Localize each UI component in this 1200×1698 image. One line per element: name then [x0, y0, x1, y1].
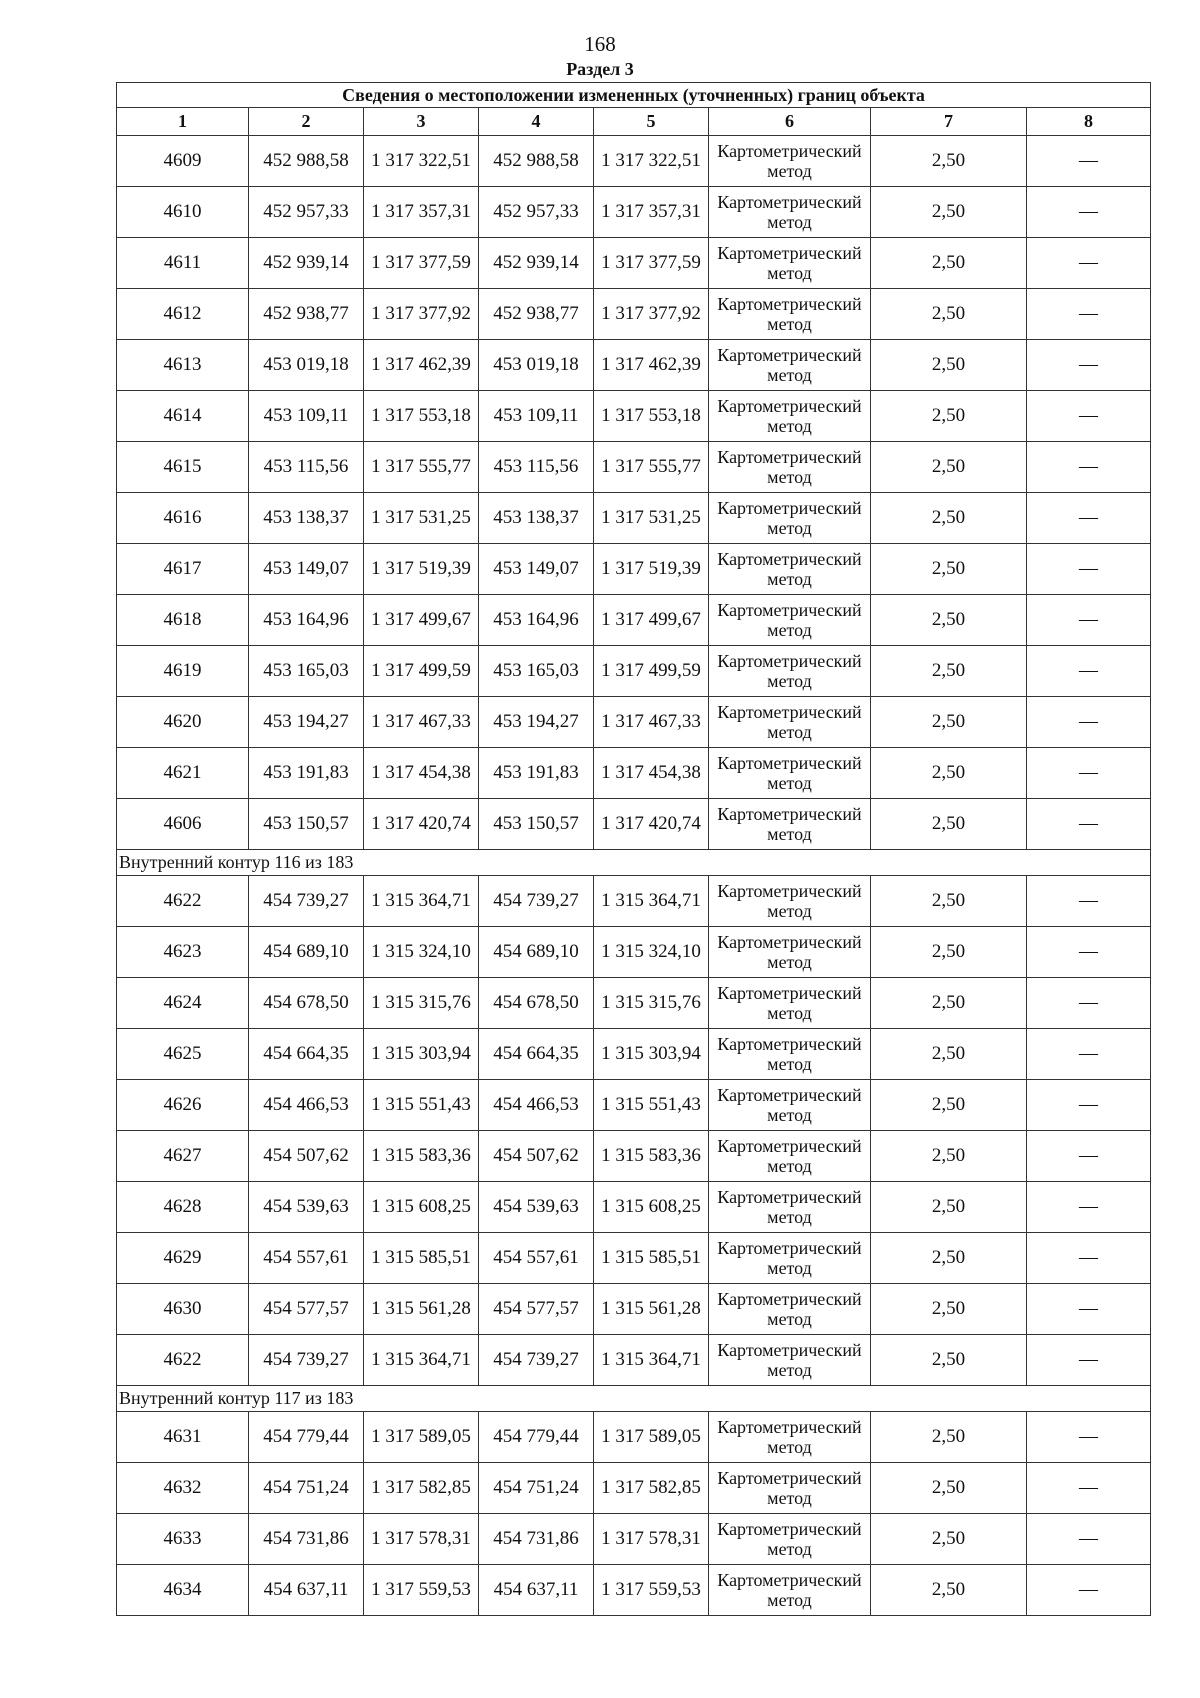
- point-number-cell: 4625: [117, 1029, 249, 1080]
- coord-y-new-cell: 1 317 553,18: [594, 391, 709, 442]
- coord-x-new-cell: 453 150,57: [479, 799, 594, 850]
- coord-y-old-cell: 1 315 608,25: [364, 1182, 479, 1233]
- table-row: [117, 1080, 1151, 1131]
- coord-y-new-cell: 1 317 357,31: [594, 187, 709, 238]
- table-row: [117, 978, 1151, 1029]
- coord-y-old-cell: 1 315 364,71: [364, 1335, 479, 1386]
- accuracy-cell: 2,50: [871, 391, 1027, 442]
- accuracy-cell: 2,50: [871, 748, 1027, 799]
- coord-y-new-cell: 1 315 364,71: [594, 876, 709, 927]
- coord-y-old-cell: 1 317 559,53: [364, 1565, 479, 1616]
- coord-y-old-cell: 1 315 315,76: [364, 978, 479, 1029]
- description-cell: —: [1027, 1080, 1151, 1131]
- method-cell: Картометрический метод: [709, 391, 871, 442]
- method-cell: Картометрический метод: [709, 1182, 871, 1233]
- method-cell: Картометрический метод: [709, 187, 871, 238]
- point-number-cell: 4620: [117, 697, 249, 748]
- boundary-coordinates-table: [116, 82, 1151, 1616]
- coord-y-new-cell: 1 317 578,31: [594, 1514, 709, 1565]
- coord-x-new-cell: 454 466,53: [479, 1080, 594, 1131]
- point-number-cell: 4617: [117, 544, 249, 595]
- description-cell: —: [1027, 136, 1151, 187]
- coord-x-old-cell: 454 751,24: [249, 1463, 364, 1514]
- table-row: [117, 442, 1151, 493]
- table-row: [117, 1335, 1151, 1386]
- contour-label: Внутренний контур 117 из 183: [117, 1386, 1151, 1412]
- coord-x-old-cell: 453 115,56: [249, 442, 364, 493]
- table-row: [117, 1284, 1151, 1335]
- description-cell: —: [1027, 748, 1151, 799]
- accuracy-cell: 2,50: [871, 136, 1027, 187]
- table-row: [117, 748, 1151, 799]
- coord-x-new-cell: 452 988,58: [479, 136, 594, 187]
- table-row: [117, 927, 1151, 978]
- coord-x-new-cell: 454 689,10: [479, 927, 594, 978]
- method-cell: Картометрический метод: [709, 136, 871, 187]
- method-cell: Картометрический метод: [709, 927, 871, 978]
- coord-x-old-cell: 454 731,86: [249, 1514, 364, 1565]
- coord-y-new-cell: 1 317 499,59: [594, 646, 709, 697]
- coord-y-old-cell: 1 317 467,33: [364, 697, 479, 748]
- coord-y-new-cell: 1 315 364,71: [594, 1335, 709, 1386]
- coord-y-new-cell: 1 317 531,25: [594, 493, 709, 544]
- point-number-cell: 4626: [117, 1080, 249, 1131]
- coord-x-new-cell: 454 739,27: [479, 876, 594, 927]
- coord-x-old-cell: 452 938,77: [249, 289, 364, 340]
- coord-x-new-cell: 453 138,37: [479, 493, 594, 544]
- table-row: [117, 646, 1151, 697]
- method-cell: Картометрический метод: [709, 1029, 871, 1080]
- coord-y-old-cell: 1 315 585,51: [364, 1233, 479, 1284]
- coord-x-old-cell: 454 664,35: [249, 1029, 364, 1080]
- coord-y-old-cell: 1 317 420,74: [364, 799, 479, 850]
- description-cell: —: [1027, 544, 1151, 595]
- description-cell: —: [1027, 927, 1151, 978]
- coord-x-old-cell: 452 988,58: [249, 136, 364, 187]
- coord-x-old-cell: 453 164,96: [249, 595, 364, 646]
- point-number-cell: 4631: [117, 1412, 249, 1463]
- coord-x-new-cell: 454 751,24: [479, 1463, 594, 1514]
- table-row: [117, 697, 1151, 748]
- point-number-cell: 4633: [117, 1514, 249, 1565]
- point-number-cell: 4622: [117, 1335, 249, 1386]
- description-cell: —: [1027, 595, 1151, 646]
- coord-y-old-cell: 1 317 499,59: [364, 646, 479, 697]
- column-header: 2: [249, 108, 364, 136]
- method-cell: Картометрический метод: [709, 289, 871, 340]
- description-cell: —: [1027, 799, 1151, 850]
- coord-x-new-cell: 453 164,96: [479, 595, 594, 646]
- table-row: [117, 238, 1151, 289]
- description-cell: —: [1027, 238, 1151, 289]
- coord-y-new-cell: 1 317 582,85: [594, 1463, 709, 1514]
- point-number-cell: 4627: [117, 1131, 249, 1182]
- coord-y-new-cell: 1 315 551,43: [594, 1080, 709, 1131]
- point-number-cell: 4632: [117, 1463, 249, 1514]
- coord-x-new-cell: 454 664,35: [479, 1029, 594, 1080]
- column-header: 7: [871, 108, 1027, 136]
- point-number-cell: 4615: [117, 442, 249, 493]
- table-row: [117, 876, 1151, 927]
- description-cell: —: [1027, 1463, 1151, 1514]
- coord-y-new-cell: 1 317 555,77: [594, 442, 709, 493]
- accuracy-cell: 2,50: [871, 1233, 1027, 1284]
- table-row: [117, 1131, 1151, 1182]
- coord-x-new-cell: 452 957,33: [479, 187, 594, 238]
- coord-y-new-cell: 1 317 420,74: [594, 799, 709, 850]
- accuracy-cell: 2,50: [871, 1463, 1027, 1514]
- method-cell: Картометрический метод: [709, 876, 871, 927]
- accuracy-cell: 2,50: [871, 646, 1027, 697]
- coord-y-old-cell: 1 317 357,31: [364, 187, 479, 238]
- coord-x-old-cell: 454 466,53: [249, 1080, 364, 1131]
- coord-x-new-cell: 453 149,07: [479, 544, 594, 595]
- coord-y-new-cell: 1 317 559,53: [594, 1565, 709, 1616]
- accuracy-cell: 2,50: [871, 289, 1027, 340]
- coord-x-old-cell: 454 557,61: [249, 1233, 364, 1284]
- column-header: 5: [594, 108, 709, 136]
- coord-x-old-cell: 453 194,27: [249, 697, 364, 748]
- point-number-cell: 4610: [117, 187, 249, 238]
- method-cell: Картометрический метод: [709, 799, 871, 850]
- coord-x-old-cell: 454 507,62: [249, 1131, 364, 1182]
- table-row: [117, 187, 1151, 238]
- coord-x-new-cell: 454 739,27: [479, 1335, 594, 1386]
- coord-x-new-cell: 453 191,83: [479, 748, 594, 799]
- point-number-cell: 4629: [117, 1233, 249, 1284]
- coord-y-old-cell: 1 315 364,71: [364, 876, 479, 927]
- coord-x-old-cell: 453 150,57: [249, 799, 364, 850]
- coord-x-new-cell: 454 577,57: [479, 1284, 594, 1335]
- method-cell: Картометрический метод: [709, 544, 871, 595]
- coord-y-new-cell: 1 317 322,51: [594, 136, 709, 187]
- accuracy-cell: 2,50: [871, 595, 1027, 646]
- coord-x-new-cell: 454 539,63: [479, 1182, 594, 1233]
- point-number-cell: 4606: [117, 799, 249, 850]
- coord-x-new-cell: 454 731,86: [479, 1514, 594, 1565]
- coord-y-new-cell: 1 317 377,92: [594, 289, 709, 340]
- coord-x-new-cell: 453 165,03: [479, 646, 594, 697]
- accuracy-cell: 2,50: [871, 442, 1027, 493]
- description-cell: —: [1027, 697, 1151, 748]
- coord-y-old-cell: 1 317 531,25: [364, 493, 479, 544]
- coord-y-new-cell: 1 317 519,39: [594, 544, 709, 595]
- method-cell: Картометрический метод: [709, 340, 871, 391]
- coord-y-new-cell: 1 317 377,59: [594, 238, 709, 289]
- point-number-cell: 4616: [117, 493, 249, 544]
- method-cell: Картометрический метод: [709, 1335, 871, 1386]
- method-cell: Картометрический метод: [709, 646, 871, 697]
- point-number-cell: 4623: [117, 927, 249, 978]
- accuracy-cell: 2,50: [871, 799, 1027, 850]
- coord-x-old-cell: 454 637,11: [249, 1565, 364, 1616]
- accuracy-cell: 2,50: [871, 1565, 1027, 1616]
- column-header: 8: [1027, 108, 1151, 136]
- method-cell: Картометрический метод: [709, 1131, 871, 1182]
- coord-x-old-cell: 453 165,03: [249, 646, 364, 697]
- description-cell: —: [1027, 187, 1151, 238]
- coord-x-new-cell: 453 194,27: [479, 697, 594, 748]
- description-cell: —: [1027, 1565, 1151, 1616]
- table-row: [117, 799, 1151, 850]
- point-number-cell: 4613: [117, 340, 249, 391]
- table-caption: Сведения о местоположении измененных (уточненных) границ объекта: [117, 83, 1151, 108]
- method-cell: Картометрический метод: [709, 1463, 871, 1514]
- point-number-cell: 4612: [117, 289, 249, 340]
- point-number-cell: 4611: [117, 238, 249, 289]
- coord-x-old-cell: 454 577,57: [249, 1284, 364, 1335]
- table-row: [117, 595, 1151, 646]
- coord-y-old-cell: 1 315 324,10: [364, 927, 479, 978]
- coord-x-old-cell: 452 939,14: [249, 238, 364, 289]
- coord-x-old-cell: 454 779,44: [249, 1412, 364, 1463]
- accuracy-cell: 2,50: [871, 1029, 1027, 1080]
- coord-x-new-cell: 453 115,56: [479, 442, 594, 493]
- column-header: 6: [709, 108, 871, 136]
- coord-x-new-cell: 452 938,77: [479, 289, 594, 340]
- description-cell: —: [1027, 340, 1151, 391]
- accuracy-cell: 2,50: [871, 876, 1027, 927]
- point-number-cell: 4614: [117, 391, 249, 442]
- method-cell: Картометрический метод: [709, 748, 871, 799]
- accuracy-cell: 2,50: [871, 697, 1027, 748]
- description-cell: —: [1027, 1514, 1151, 1565]
- table-row: [117, 493, 1151, 544]
- accuracy-cell: 2,50: [871, 978, 1027, 1029]
- method-cell: Картометрический метод: [709, 442, 871, 493]
- coord-x-old-cell: 454 689,10: [249, 927, 364, 978]
- description-cell: —: [1027, 289, 1151, 340]
- description-cell: —: [1027, 391, 1151, 442]
- description-cell: —: [1027, 1284, 1151, 1335]
- point-number-cell: 4618: [117, 595, 249, 646]
- coord-y-old-cell: 1 315 551,43: [364, 1080, 479, 1131]
- coord-y-old-cell: 1 315 561,28: [364, 1284, 479, 1335]
- method-cell: Картометрический метод: [709, 1080, 871, 1131]
- method-cell: Картометрический метод: [709, 978, 871, 1029]
- page-number: 168: [584, 32, 616, 56]
- description-cell: —: [1027, 1412, 1151, 1463]
- table-row: [117, 391, 1151, 442]
- accuracy-cell: 2,50: [871, 1182, 1027, 1233]
- coord-y-new-cell: 1 315 561,28: [594, 1284, 709, 1335]
- coord-x-new-cell: 454 678,50: [479, 978, 594, 1029]
- coord-x-old-cell: 454 678,50: [249, 978, 364, 1029]
- accuracy-cell: 2,50: [871, 1080, 1027, 1131]
- method-cell: Картометрический метод: [709, 595, 871, 646]
- accuracy-cell: 2,50: [871, 544, 1027, 595]
- column-header: 1: [117, 108, 249, 136]
- coord-x-new-cell: 454 507,62: [479, 1131, 594, 1182]
- coord-y-old-cell: 1 317 582,85: [364, 1463, 479, 1514]
- point-number-cell: 4628: [117, 1182, 249, 1233]
- coord-y-new-cell: 1 315 608,25: [594, 1182, 709, 1233]
- table-row: [117, 1029, 1151, 1080]
- coord-y-new-cell: 1 315 583,36: [594, 1131, 709, 1182]
- table-row: [117, 289, 1151, 340]
- description-cell: —: [1027, 978, 1151, 1029]
- method-cell: Картометрический метод: [709, 1412, 871, 1463]
- accuracy-cell: 2,50: [871, 493, 1027, 544]
- point-number-cell: 4622: [117, 876, 249, 927]
- column-header: 3: [364, 108, 479, 136]
- point-number-cell: 4630: [117, 1284, 249, 1335]
- point-number-cell: 4619: [117, 646, 249, 697]
- method-cell: Картометрический метод: [709, 238, 871, 289]
- accuracy-cell: 2,50: [871, 1131, 1027, 1182]
- coord-x-old-cell: 452 957,33: [249, 187, 364, 238]
- coord-y-old-cell: 1 315 583,36: [364, 1131, 479, 1182]
- coord-x-new-cell: 454 779,44: [479, 1412, 594, 1463]
- table-body: [117, 136, 1151, 1616]
- coord-x-old-cell: 453 191,83: [249, 748, 364, 799]
- description-cell: —: [1027, 1182, 1151, 1233]
- coord-y-new-cell: 1 317 467,33: [594, 697, 709, 748]
- coord-x-new-cell: 452 939,14: [479, 238, 594, 289]
- coord-y-old-cell: 1 317 322,51: [364, 136, 479, 187]
- method-cell: Картометрический метод: [709, 1284, 871, 1335]
- point-number-cell: 4624: [117, 978, 249, 1029]
- coord-y-new-cell: 1 315 324,10: [594, 927, 709, 978]
- description-cell: —: [1027, 876, 1151, 927]
- coord-x-old-cell: 453 019,18: [249, 340, 364, 391]
- column-header-row: [117, 108, 1151, 136]
- coord-x-new-cell: 453 109,11: [479, 391, 594, 442]
- accuracy-cell: 2,50: [871, 340, 1027, 391]
- method-cell: Картометрический метод: [709, 1565, 871, 1616]
- description-cell: —: [1027, 1335, 1151, 1386]
- description-cell: —: [1027, 442, 1151, 493]
- contour-label: Внутренний контур 116 из 183: [117, 850, 1151, 876]
- point-number-cell: 4609: [117, 136, 249, 187]
- coord-x-new-cell: 454 637,11: [479, 1565, 594, 1616]
- accuracy-cell: 2,50: [871, 1514, 1027, 1565]
- method-cell: Картометрический метод: [709, 1514, 871, 1565]
- table-row: [117, 544, 1151, 595]
- table-row: [117, 1565, 1151, 1616]
- accuracy-cell: 2,50: [871, 187, 1027, 238]
- description-cell: —: [1027, 493, 1151, 544]
- coord-y-old-cell: 1 317 578,31: [364, 1514, 479, 1565]
- coord-y-old-cell: 1 317 553,18: [364, 391, 479, 442]
- coord-y-old-cell: 1 317 377,59: [364, 238, 479, 289]
- coord-y-new-cell: 1 317 454,38: [594, 748, 709, 799]
- table-row: [117, 1233, 1151, 1284]
- table-row: [117, 136, 1151, 187]
- table-row: [117, 1412, 1151, 1463]
- coord-y-old-cell: 1 317 454,38: [364, 748, 479, 799]
- contour-group-row: [117, 1386, 1151, 1412]
- method-cell: Картометрический метод: [709, 1233, 871, 1284]
- coord-y-old-cell: 1 317 519,39: [364, 544, 479, 595]
- coord-y-new-cell: 1 317 589,05: [594, 1412, 709, 1463]
- coord-y-old-cell: 1 315 303,94: [364, 1029, 479, 1080]
- point-number-cell: 4634: [117, 1565, 249, 1616]
- point-number-cell: 4621: [117, 748, 249, 799]
- contour-group-row: [117, 850, 1151, 876]
- coord-x-old-cell: 454 739,27: [249, 876, 364, 927]
- coord-y-old-cell: 1 317 499,67: [364, 595, 479, 646]
- coord-y-old-cell: 1 317 589,05: [364, 1412, 479, 1463]
- description-cell: —: [1027, 1131, 1151, 1182]
- accuracy-cell: 2,50: [871, 1335, 1027, 1386]
- table-row: [117, 340, 1151, 391]
- coord-x-old-cell: 453 109,11: [249, 391, 364, 442]
- description-cell: —: [1027, 1029, 1151, 1080]
- section-title: Раздел 3: [566, 59, 634, 79]
- coord-x-new-cell: 453 019,18: [479, 340, 594, 391]
- accuracy-cell: 2,50: [871, 238, 1027, 289]
- table-row: [117, 1514, 1151, 1565]
- coord-y-new-cell: 1 315 303,94: [594, 1029, 709, 1080]
- accuracy-cell: 2,50: [871, 1284, 1027, 1335]
- coord-y-new-cell: 1 317 499,67: [594, 595, 709, 646]
- table-row: [117, 1182, 1151, 1233]
- coord-y-old-cell: 1 317 555,77: [364, 442, 479, 493]
- description-cell: —: [1027, 1233, 1151, 1284]
- column-header: 4: [479, 108, 594, 136]
- coord-y-new-cell: 1 315 585,51: [594, 1233, 709, 1284]
- coord-x-old-cell: 454 539,63: [249, 1182, 364, 1233]
- accuracy-cell: 2,50: [871, 927, 1027, 978]
- coord-x-new-cell: 454 557,61: [479, 1233, 594, 1284]
- coord-y-new-cell: 1 317 462,39: [594, 340, 709, 391]
- method-cell: Картометрический метод: [709, 493, 871, 544]
- accuracy-cell: 2,50: [871, 1412, 1027, 1463]
- table-row: [117, 1463, 1151, 1514]
- coord-y-new-cell: 1 315 315,76: [594, 978, 709, 1029]
- coord-y-old-cell: 1 317 462,39: [364, 340, 479, 391]
- method-cell: Картометрический метод: [709, 697, 871, 748]
- coord-x-old-cell: 454 739,27: [249, 1335, 364, 1386]
- coord-x-old-cell: 453 138,37: [249, 493, 364, 544]
- description-cell: —: [1027, 646, 1151, 697]
- coord-y-old-cell: 1 317 377,92: [364, 289, 479, 340]
- coord-x-old-cell: 453 149,07: [249, 544, 364, 595]
